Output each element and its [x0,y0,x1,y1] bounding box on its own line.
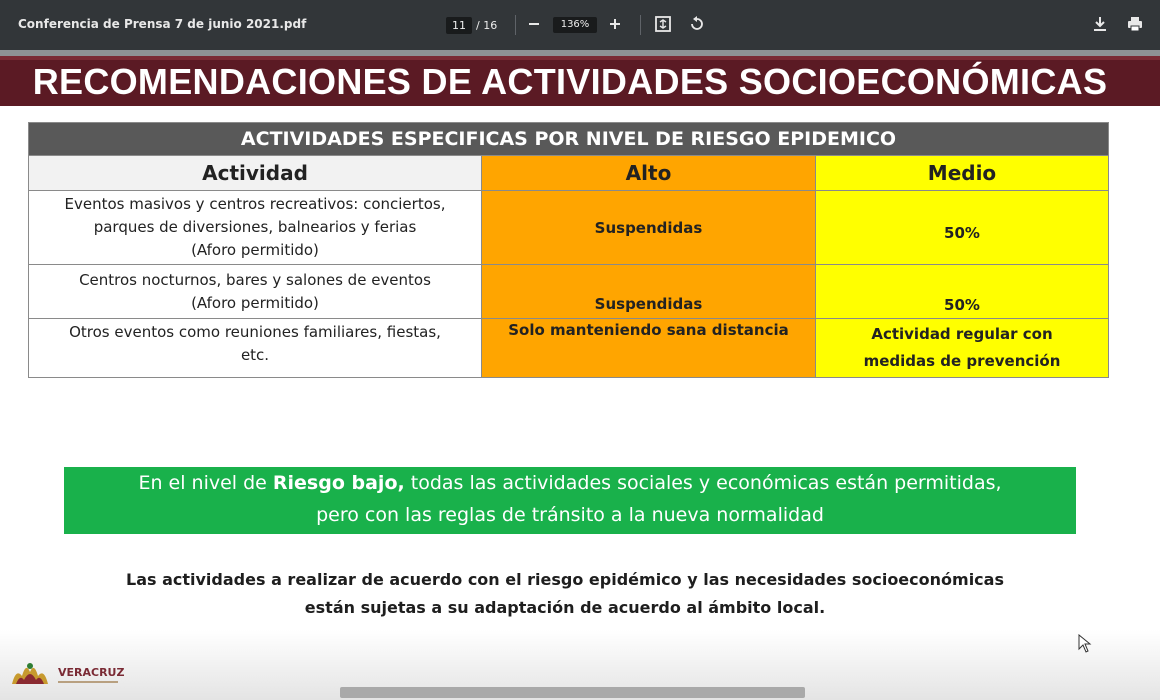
table-row [29,191,1109,265]
activity-text-line: etc. [240,346,270,364]
column-header-alto: Alto [482,156,816,191]
table-row [29,265,1109,319]
activity-text-line: Otros eventos como reuniones familiares, fiestas, [69,323,441,341]
zoom-in-button[interactable] [604,13,626,35]
low-risk-note-line: pero con las reglas de tránsito a la nueva normalidad [316,504,824,526]
horizontal-scrollbar[interactable] [340,687,805,698]
footnote-line: están sujetas a su adaptación de acuerdo al ámbito local. [304,598,826,617]
pdf-toolbar [0,0,1160,50]
document-title: Conferencia de Prensa 7 de junio 2021.pdf [18,17,307,31]
activity-text-line: parques de diversiones, balnearios y ferias [93,218,417,236]
medio-cell [816,191,1109,265]
zoom-out-button[interactable] [523,13,545,35]
low-risk-note-line [64,467,1076,499]
rotate-button[interactable] [686,13,708,35]
activity-cell [29,319,482,378]
page-total: / 16 [476,18,498,32]
slide-title: RECOMENDACIONES DE ACTIVIDADES SOCIOECONÓMICAS [32,61,1108,102]
activity-text-line: (Aforo permitido) [191,241,319,259]
column-header-actividad: Actividad [29,156,482,191]
alto-cell [482,265,816,319]
note-text: todas las actividades sociales y económicas están permitidas, [404,472,1002,494]
table-column-header-row [29,156,1109,191]
risk-activities-table [28,122,1109,378]
activity-cell [29,191,482,265]
column-header-medio: Medio [816,156,1109,191]
fit-to-page-icon [652,13,674,35]
medio-text-line: Actividad regular con [871,325,1053,343]
footnote-line: Las actividades a realizar de acuerdo con el riesgo epidémico y las necesidades socioeconómicas [126,570,1004,589]
medio-value: 50% [944,295,980,314]
medio-cell [816,319,1109,378]
page-number-input[interactable]: 11 [446,17,472,34]
medio-value: 50% [944,223,980,242]
page-indicator [446,15,500,35]
fit-page-button[interactable] [652,13,674,35]
download-icon [1089,13,1111,35]
alto-value: Suspendidas [594,294,703,313]
veracruz-logo-icon [10,658,50,688]
alto-cell: Suspendidas [482,191,816,265]
note-text: En el nivel de [138,472,273,494]
activity-text-line: Centros nocturnos, bares y salones de eventos [79,270,431,289]
mouse-cursor-icon [1078,634,1092,658]
activity-text-line: Eventos masivos y centros recreativos: conciertos, [64,195,446,213]
logo-label: VERACRUZ [58,666,125,679]
minus-icon [523,13,545,35]
logo-underline [58,679,118,686]
medio-text-line: medidas de prevención [863,352,1061,370]
activity-text-line: (Aforo permitido) [191,293,319,312]
zoom-level-input[interactable]: 136% [553,17,597,33]
table-row [29,319,1109,378]
toolbar-divider [640,15,641,35]
footnote [60,566,1070,622]
plus-icon [604,13,626,35]
table-heading-row [29,123,1109,156]
print-button[interactable] [1124,13,1146,35]
low-risk-note [64,467,1076,534]
rotate-icon [686,13,708,35]
toolbar-divider [515,15,516,35]
table-heading: ACTIVIDADES ESPECIFICAS POR NIVEL DE RIESGO EPIDEMICO [29,123,1109,156]
printer-icon [1124,13,1146,35]
download-button[interactable] [1089,13,1111,35]
medio-cell [816,265,1109,319]
alto-cell: Solo manteniendo sana distancia [482,319,816,378]
note-emphasis: Riesgo bajo, [272,472,405,494]
activity-cell [29,265,482,319]
